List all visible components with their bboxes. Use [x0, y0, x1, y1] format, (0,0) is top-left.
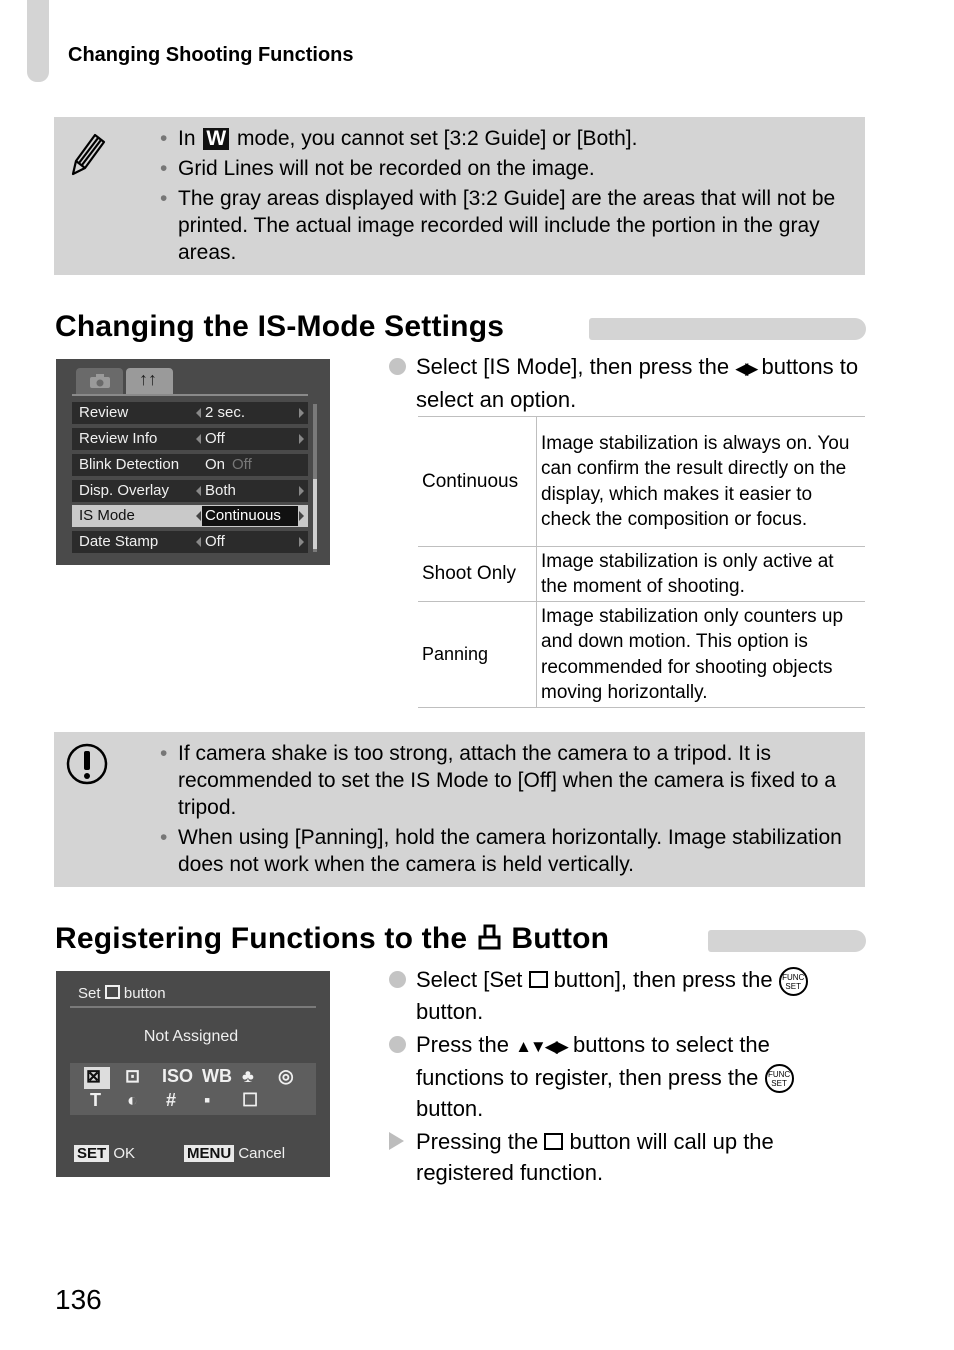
left-right-arrows-icon: ◀▶	[735, 359, 756, 378]
step-item: Press the ▲▼◀▶ buttons to select the functions to register, then press the FUNC SET button.	[389, 1029, 859, 1125]
menu-row[interactable]: Date Stamp Off	[72, 531, 308, 553]
cancel-hint: MENU Cancel	[184, 1145, 285, 1162]
register-steps	[389, 964, 859, 1188]
function-icon[interactable]: ☐	[242, 1090, 259, 1110]
screen-title: Set button	[78, 985, 166, 1002]
menu-row[interactable]: Disp. Overlay Both	[72, 480, 308, 502]
function-icon[interactable]: T	[90, 1090, 101, 1110]
caution-bullet: • If camera shake is too strong, attach the camera to a tripod. It is recommended to set the IS Mode to [Off] when the camera is fixed to a tripod.	[178, 740, 851, 821]
function-icon[interactable]: WB	[202, 1066, 232, 1086]
function-icon[interactable]: #	[166, 1090, 177, 1110]
ok-hint: SET OK	[74, 1145, 135, 1162]
function-icon[interactable]: ⊡	[125, 1066, 141, 1086]
table-row: Continuous Image stabilization is always on. You can confirm the result directly on the display, which makes it easier to check the composition or focus.	[418, 417, 865, 547]
screen-divider	[70, 1006, 316, 1008]
table-row: Shoot Only Image stabilization is only active at the moment of shooting.	[418, 547, 865, 602]
function-icon[interactable]: ▪	[204, 1090, 211, 1110]
menu-row-selected[interactable]: IS Mode Continuous	[72, 505, 308, 527]
shortcut-button-icon	[476, 923, 503, 950]
tools-icon: ↑↑	[139, 369, 157, 389]
camera-icon	[89, 374, 111, 389]
function-icon[interactable]: ISO	[162, 1066, 194, 1086]
assignment-status: Not Assigned	[143, 1028, 239, 1045]
settings-tab	[126, 368, 173, 394]
page-number: 136	[55, 1284, 102, 1315]
note-box	[54, 117, 865, 275]
result-arrow-icon	[389, 1132, 404, 1150]
function-icon[interactable]: ⊠	[86, 1066, 102, 1086]
function-icon[interactable]: ◐	[127, 1090, 138, 1110]
option-table	[418, 416, 865, 708]
step-item: Select [IS Mode], then press the ◀▶ buttons to select an option.	[389, 351, 869, 415]
w-mode-icon: W	[203, 128, 229, 150]
step-item: Pressing the button will call up the registered function.	[389, 1126, 859, 1188]
function-icon[interactable]: ♣	[242, 1066, 254, 1086]
step-item: Select [Set button], then press the FUNC SET button.	[389, 964, 859, 1027]
pencil-icon	[68, 131, 108, 177]
shortcut-button-icon	[544, 1133, 563, 1150]
tab-divider	[72, 394, 308, 396]
heading-bar	[589, 318, 866, 340]
scrollbar-thumb[interactable]	[313, 479, 317, 549]
caution-bullet: • When using [Panning], hold the camera horizontally. Image stabilization does not work when the camera is held vertically.	[178, 824, 851, 878]
func-set-button-icon: FUNC SET	[765, 1064, 794, 1093]
table-row: Panning Image stabilization only counters up and down motion. This option is recommended for shooting objects moving horizontally.	[418, 602, 865, 708]
heading-bar	[708, 930, 866, 952]
note-bullet: • The gray areas displayed with [3:2 Guide] are the areas that will not be printed. The actual image recorded will include the portion in the gray areas.	[178, 185, 851, 266]
menu-row[interactable]: Review Info Off	[72, 428, 308, 450]
func-set-button-icon: FUNC SET	[779, 967, 808, 996]
section-title-register: Registering Functions to the Button	[55, 922, 610, 955]
shortcut-setup-screen	[56, 971, 330, 1177]
camera-tab	[76, 368, 123, 394]
step-bullet	[389, 1036, 406, 1053]
menu-row[interactable]: Review 2 sec.	[72, 402, 308, 424]
section-title-is-mode: Changing the IS-Mode Settings	[55, 310, 505, 343]
shortcut-button-icon	[529, 971, 548, 988]
set-key: SET	[74, 1145, 109, 1162]
step-bullet	[389, 971, 406, 988]
caution-box	[54, 732, 865, 887]
function-icon[interactable]: ◎	[278, 1066, 294, 1086]
four-way-arrows-icon: ▲▼◀▶	[515, 1036, 567, 1056]
note-bullet: • In W mode, you cannot set [3:2 Guide] or [Both].	[178, 125, 851, 152]
camera-menu-screen	[56, 359, 330, 565]
function-grid	[70, 1063, 316, 1115]
shortcut-button-icon	[105, 985, 120, 999]
step-bullet	[389, 358, 406, 375]
note-bullet: • Grid Lines will not be recorded on the image.	[178, 155, 851, 182]
running-title: Changing Shooting Functions	[68, 44, 354, 66]
is-mode-steps	[389, 351, 869, 415]
menu-row[interactable]: Blink Detection On Off	[72, 454, 308, 476]
page-tab-marker	[27, 0, 49, 82]
caution-icon	[66, 743, 108, 785]
menu-key: MENU	[184, 1145, 234, 1162]
